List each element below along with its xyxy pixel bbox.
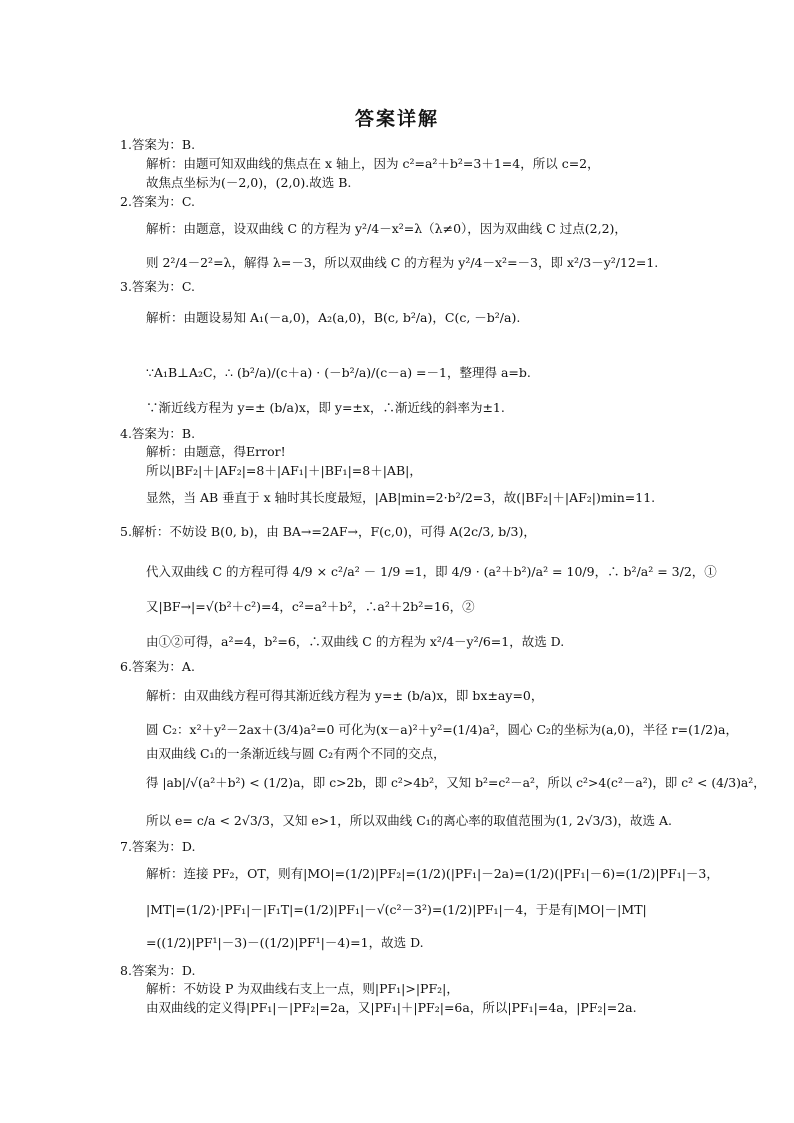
- answer-line: 显然，当 AB 垂直于 x 轴时其长度最短，|AB|min=2·b²/2=3，故(|BF₂|＋|AF₂|)min=11.: [146, 490, 656, 505]
- answer-line: 圆 C₂：x²＋y²－2ax＋(3/4)a²=0 可化为(x－a)²＋y²=(1/4)a²，圆心 C₂的坐标为(a,0)，半径 r=(1/2)a，: [146, 722, 738, 737]
- answer-line: =((1/2)|PF¹|－3)－((1/2)|PF¹|－4)=1，故选 D.: [146, 935, 424, 950]
- answer-line: 4.答案为：B.: [120, 426, 196, 441]
- answer-line: 2.答案为：C.: [120, 194, 196, 209]
- answer-line: 解析：由题设易知 A₁(－a,0)，A₂(a,0)，B(c, b²/a)，C(c, －b²/a).: [146, 310, 521, 325]
- answer-line: 得 |ab|/√(a²＋b²) < (1/2)a，即 c>2b，即 c²>4b²，又知 b²=c²－a²，所以 c²>4(c²－a²)，即 c² < (4/3)a²，: [146, 775, 766, 790]
- answer-line: 解析：由题可知双曲线的焦点在 x 轴上，因为 c²=a²＋b²=3＋1=4，所以 c=2，: [146, 156, 600, 171]
- answer-line: 3.答案为：C.: [120, 279, 196, 294]
- answer-line: 解析：由题意，设双曲线 C 的方程为 y²/4－x²=λ（λ≠0），因为双曲线 C 过点(2,2)，: [146, 221, 627, 236]
- answer-line: 6.答案为：A.: [120, 659, 195, 674]
- answer-line: 解析：由题意，得Error!: [146, 444, 286, 459]
- answer-line: 代入双曲线 C 的方程可得 4/9 × c²/a² － 1/9 =1，即 4/9 · (a²＋b²)/a² = 10/9，∴ b²/a² = 3/2，①: [146, 564, 717, 579]
- answer-line: 由双曲线的定义得|PF₁|－|PF₂|=2a，又|PF₁|＋|PF₂|=6a，所以|PF₁|=4a，|PF₂|=2a.: [146, 1000, 637, 1015]
- answer-line: 由①②可得，a²=4，b²=6，∴双曲线 C 的方程为 x²/4－y²/6=1，故选 D.: [146, 634, 565, 649]
- answer-line: 1.答案为：B.: [120, 137, 196, 152]
- answer-line: 7.答案为：D.: [120, 839, 196, 854]
- answer-line: 又|BF→|=√(b²＋c²)=4，c²=a²＋b²，∴a²＋2b²=16，②: [146, 599, 475, 614]
- answer-line: |MT|=(1/2)·|PF₁|－|F₁T|=(1/2)|PF₁|－√(c²－3²)=(1/2)|PF₁|－4，于是有|MO|－|MT|: [146, 902, 647, 917]
- answer-line: 解析：由双曲线方程可得其渐近线方程为 y=± (b/a)x，即 bx±ay=0，: [146, 688, 544, 703]
- answer-line: 解析：不妨设 P 为双曲线右支上一点，则|PF₁|>|PF₂|，: [146, 981, 459, 996]
- answer-line: ∵渐近线方程为 y=± (b/a)x，即 y=±x，∴渐近线的斜率为±1.: [146, 400, 505, 415]
- answer-line: 所以 e= c/a < 2√3/3，又知 e>1，所以双曲线 C₁的离心率的取值范围为(1, 2√3/3)，故选 A.: [146, 813, 672, 828]
- answer-line: 5.解析：不妨设 B(0, b)，由 BA→=2AF→，F(c,0)，可得 A(2c/3, b/3)，: [120, 524, 536, 539]
- answer-line: ∵A₁B⊥A₂C，∴ (b²/a)/(c＋a) · (－b²/a)/(c－a) =－1，整理得 a=b.: [146, 365, 531, 380]
- answer-line: 解析：连接 PF₂，OT，则有|MO|=(1/2)|PF₂|=(1/2)(|PF₁|－2a)=(1/2)(|PF₁|－6)=(1/2)|PF₁|－3，: [146, 866, 719, 881]
- page-title: 答案详解: [354, 108, 439, 130]
- answer-line: 故焦点坐标为(－2,0)，(2,0).故选 B.: [146, 175, 352, 190]
- answer-line: 所以|BF₂|＋|AF₂|=8＋|AF₁|＋|BF₁|=8＋|AB|，: [146, 463, 422, 478]
- answer-line: 8.答案为：D.: [120, 963, 196, 978]
- answer-line: 则 2²/4－2²=λ，解得 λ=－3，所以双曲线 C 的方程为 y²/4－x²=－3，即 x²/3－y²/12=1.: [146, 255, 659, 270]
- answer-line: 由双曲线 C₁的一条渐近线与圆 C₂有两个不同的交点，: [146, 746, 446, 761]
